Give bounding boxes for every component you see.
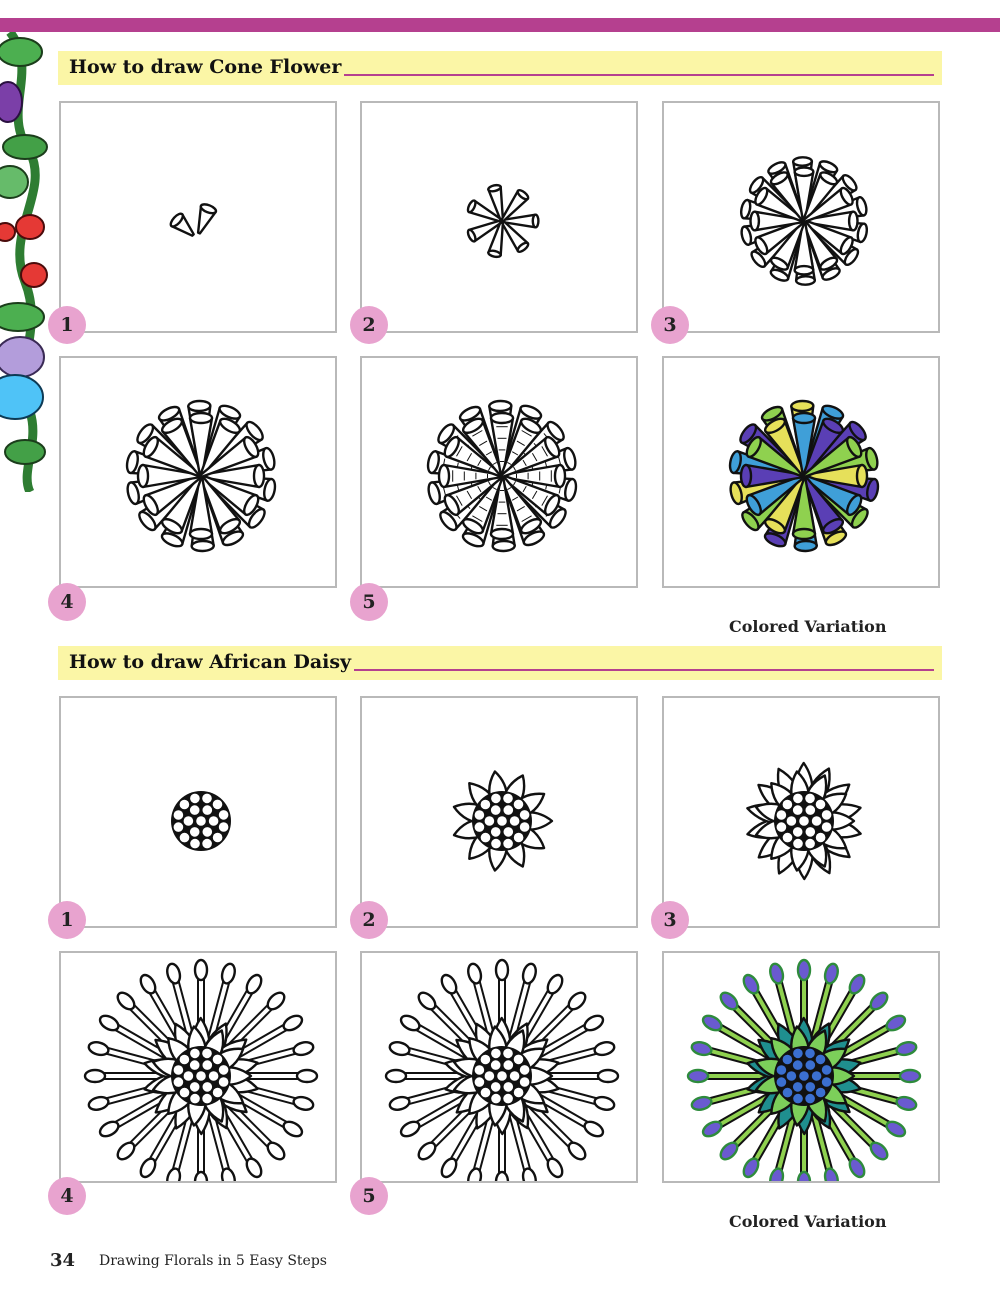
step-badge: 3	[651, 306, 689, 344]
top-accent-bar	[0, 18, 1000, 32]
step-panel	[662, 696, 940, 928]
cone-flower-drawing	[61, 358, 335, 586]
step-badge: 1	[48, 306, 86, 344]
step-badge: 3	[651, 901, 689, 939]
section-title: How to draw Cone Flower	[69, 56, 342, 78]
step-panel	[360, 356, 638, 588]
step-badge: 4	[48, 1177, 86, 1215]
cone-flower-drawing	[362, 358, 636, 586]
step-panel	[59, 356, 337, 588]
caption: Colored Variation	[729, 1212, 887, 1231]
step-panel	[59, 696, 337, 928]
step-badge: 5	[350, 1177, 388, 1215]
section-header	[58, 646, 942, 680]
vine-illustration	[0, 32, 50, 492]
step-panel	[59, 101, 337, 333]
section-header	[58, 51, 942, 85]
step-panel	[360, 101, 638, 333]
step-badge: 1	[48, 901, 86, 939]
african-daisy-drawing	[664, 698, 938, 926]
section-title: How to draw African Daisy	[69, 651, 352, 673]
title-underline	[344, 74, 934, 76]
step-panel	[662, 101, 940, 333]
step-panel	[59, 951, 337, 1183]
cone-flower-drawing	[362, 103, 636, 331]
caption: Colored Variation	[729, 617, 887, 636]
cone-flower-drawing	[664, 103, 938, 331]
title-underline	[354, 669, 934, 671]
colored-panel	[662, 951, 940, 1183]
african-daisy-drawing	[61, 698, 335, 926]
african-daisy-drawing	[664, 953, 938, 1181]
african-daisy-drawing	[362, 698, 636, 926]
step-badge: 4	[48, 583, 86, 621]
step-panel	[360, 951, 638, 1183]
cone-flower-drawing	[664, 358, 938, 586]
step-panel	[360, 696, 638, 928]
african-daisy-drawing	[61, 953, 335, 1181]
book-title: Drawing Florals in 5 Easy Steps	[99, 1253, 327, 1269]
african-daisy-drawing	[362, 953, 636, 1181]
step-badge: 2	[350, 901, 388, 939]
step-badge: 2	[350, 306, 388, 344]
colored-panel	[662, 356, 940, 588]
step-badge: 5	[350, 583, 388, 621]
page-number: 34	[50, 1250, 76, 1271]
cone-flower-drawing	[61, 103, 335, 331]
